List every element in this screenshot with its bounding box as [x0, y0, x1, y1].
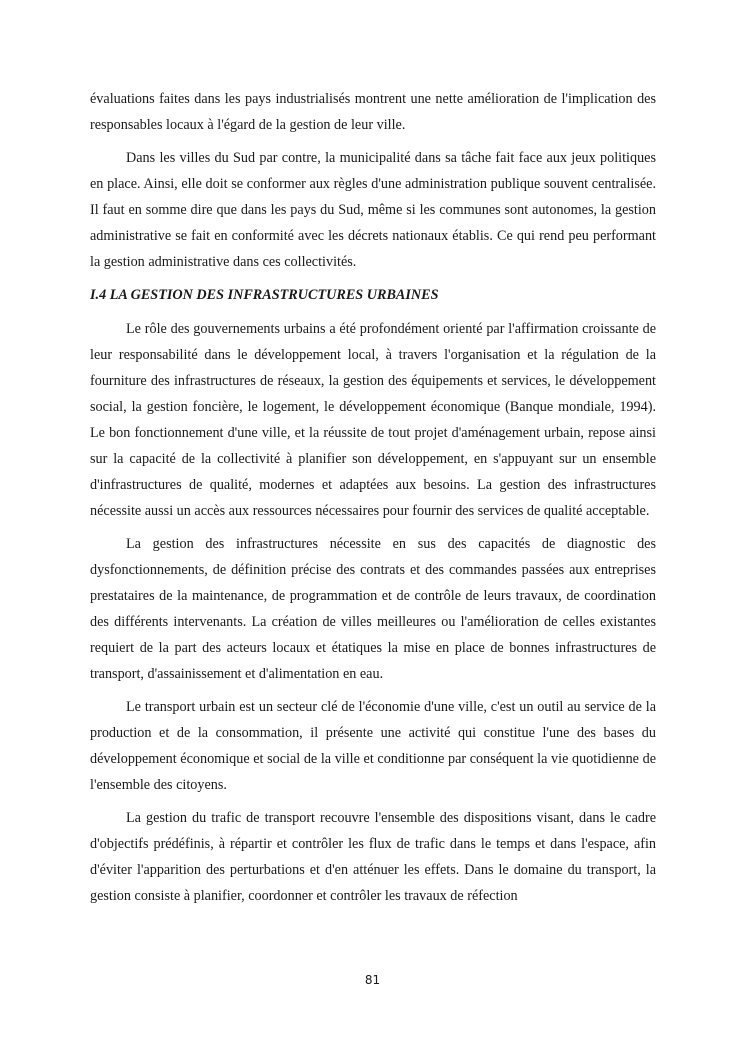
paragraph-villes-du-sud: Dans les villes du Sud par contre, la municipalité dans sa tâche fait face aux jeux politiques en place. Ainsi, elle doit se conformer aux règles d'une administration publique souvent centralisée. Il faut en somme dire que dans les pays du Sud, même si les communes sont autonomes, la gestion administrative se fait en conformité avec les décrets nationaux établis. Ce qui rend peu performant la gestion administrative dans ces collectivités.: [90, 150, 656, 270]
body-text: [90, 86, 656, 916]
page-number: 81: [364, 973, 381, 987]
section-heading: I.4 LA GESTION DES INFRASTRUCTURES URBAINES: [90, 287, 439, 303]
paragraph-gestion-infrastructures: La gestion des infrastructures nécessite en sus des capacités de diagnostic des dysfonctionnements, de définition précise des contrats et des commandes passées aux entreprises prestataires de la maintenance, de programmation et de contrôle de leurs travaux, de coordination des différents intervenants. La création de villes meilleures ou l'amélioration de celles existantes requiert de la part des acteurs locaux et étatiques la mise en place de bonnes infrastructures de transport, d'assainissement et d'alimentation en eau.: [90, 536, 656, 682]
paragraph-gestion-trafic: La gestion du trafic de transport recouvre l'ensemble des dispositions visant, dans le cadre d'objectifs prédéfinis, à répartir et contrôler les flux de trafic dans le temps et dans l'espace, afin d'éviter l'apparition des perturbations et d'en atténuer les effets. Dans le domaine du transport, la gestion consiste à planifier, coordonner et contrôler les travaux de réfection: [90, 810, 656, 904]
paragraph-continuation: évaluations faites dans les pays industrialisés montrent une nette amélioration de l'implication des responsables locaux à l'égard de la gestion de leur ville.: [90, 91, 656, 133]
paragraph-transport-urbain: Le transport urbain est un secteur clé de l'économie d'une ville, c'est un outil au service de la production et de la consommation, il présente une activité qui constitue l'une des bases du développement économique et social de la ville et conditionne par conséquent la vie quotidienne de l'ensemble des citoyens.: [90, 699, 656, 793]
paragraph-role-gouvernements: Le rôle des gouvernements urbains a été profondément orienté par l'affirmation croissante de leur responsabilité dans le développement local, à travers l'organisation et la régulation de la fourniture des infrastructures de réseaux, la gestion des équipements et services, le développement social, la gestion foncière, le logement, le développement économique (Banque mondiale, 1994). Le bon fonctionnement d'une ville, et la réussite de tout projet d'aménagement urbain, repose ainsi sur la capacité de la collectivité à planifier son développement, en s'appuyant sur un ensemble d'infrastructures de qualité, modernes et adaptées aux besoins. La gestion des infrastructures nécessite aussi un accès aux ressources nécessaires pour fournir des services de qualité acceptable.: [90, 321, 656, 519]
